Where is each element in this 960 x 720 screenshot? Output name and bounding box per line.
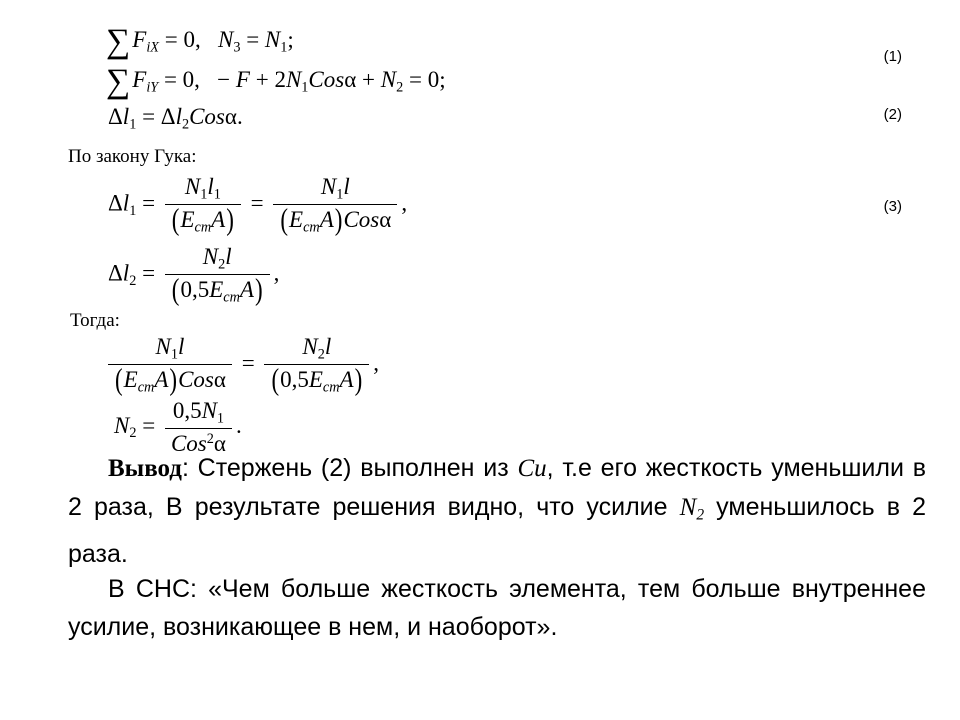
label-then: Тогда: bbox=[70, 310, 120, 331]
formula-delta-l2: $\Delta l_2$ = $\frac{N_2l}{(0,5E_{ст}A)}$ , bbox=[108, 244, 280, 307]
force-symbol: N bbox=[679, 494, 697, 521]
equation-number-3: (3) bbox=[883, 198, 902, 215]
formula-n2-result: $N_2$ = $\frac{0,5N_1}{Cos^2\alpha}$ . bbox=[114, 398, 242, 457]
material-symbol: Cu bbox=[517, 455, 547, 482]
principle-paragraph: В СНС: «Чем больше жесткость элемента, тем больше внутреннее усилие, возникающее в нем, и наоборот». bbox=[68, 575, 926, 641]
equation-number-2: (2) bbox=[883, 106, 902, 123]
conclusion-paragraph: Вывод: Стержень (2) выполнен из Cu, т.е его жесткость уменьшили в 2 раза, В результате решения видно, что усилие $N_2$ уменьшилось в 2 раза. bbox=[68, 454, 927, 568]
formula-deformation-compatibility: $\Delta l_1 = \Delta l_2Cos\alpha$. bbox=[108, 104, 243, 133]
label-hooke-law: По закону Гука: bbox=[68, 146, 197, 167]
equation-number-1: (1) bbox=[883, 48, 902, 65]
formula-equality: $\frac{N_1l}{(E_{ст}A)Cos\alpha}$ = $\frac{N_2l}{(0,5E_{ст}A)}$ , bbox=[104, 334, 379, 397]
formula-sum-x: $\sum F_{iX} = 0$, $N_3 = N_1$; bbox=[106, 23, 294, 60]
formula-delta-l1: $\Delta l_1$ = $\frac{N_1l_1}{(E_{ст}A)}$ = $\frac{N_1l}{(E_{ст}A)Cos\alpha}$ , bbox=[108, 174, 408, 237]
formula-sum-y: $\sum F_{iY} = 0$, − $F + 2N_1Cos\alpha + N_2 = 0$; bbox=[106, 63, 446, 100]
conclusion-title: Вывод bbox=[108, 455, 182, 482]
